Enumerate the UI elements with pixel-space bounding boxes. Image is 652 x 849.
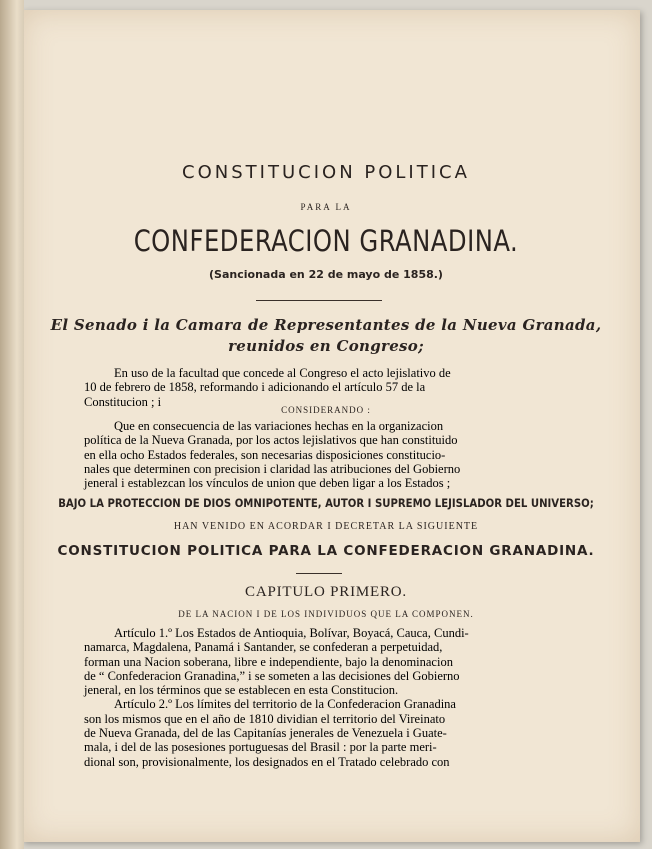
document-title: CONSTITUCION POLITICA <box>182 162 470 183</box>
considerando-line: Que en consecuencia de las variaciones hechas en la organizacion <box>114 419 444 433</box>
protection-line: BAJO LA PROTECCION DE DIOS OMNIPOTENTE, AUTOR I SUPREMO LEJISLADOR DEL UNIVERSO; <box>58 496 594 510</box>
intro-line: Constitucion ; i <box>84 394 162 409</box>
assembly-line-2: reunidos en Congreso; <box>228 337 424 355</box>
chapter-title: CAPITULO PRIMERO. <box>245 584 407 600</box>
sanction-date: (Sancionada en 22 de mayo de 1858.) <box>209 268 443 281</box>
intro-line: En uso de la facultad que concede al Congreso el acto lejislativo de <box>114 366 451 380</box>
articles-paragraph <box>84 626 554 769</box>
considerando-paragraph <box>84 419 554 490</box>
intro-line: 10 de febrero de 1858, reformando i adicionando el artículo 57 de la <box>84 380 426 395</box>
chapter-divider <box>296 573 342 574</box>
article-line: namarca, Magdalena, Panamá i Santander, se confederan a perpetuidad, <box>84 640 443 655</box>
intro-paragraph <box>84 366 554 409</box>
chapter-subtitle: DE LA NACION I DE LOS INDIVIDUOS QUE LA COMPONEN. <box>178 609 474 619</box>
article-line: de “ Confederacion Granadina,” i se someten a las decisiones del Gobierno <box>84 668 460 683</box>
article-line: dional son, provisionalmente, los designados en el Tratado celebrado con <box>84 754 450 769</box>
constitution-heading: CONSTITUCION POLITICA PARA LA CONFEDERACION GRANADINA. <box>57 543 595 559</box>
considerando-line: política de la Nueva Granada, por los actos lejislativos que han constituido <box>84 433 458 448</box>
article-line: Artículo 1.º Los Estados de Antioquia, Bolívar, Boyacá, Cauca, Cundi- <box>114 626 469 640</box>
article-line: mala, i del de las posesiones portuguesas del Brasil : por la parte meri- <box>84 740 437 755</box>
decree-line: HAN VENIDO EN ACORDAR I DECRETAR LA SIGUIENTE <box>173 521 479 532</box>
article-line: Artículo 2.º Los límites del territorio de la Confederacion Granadina <box>114 697 456 712</box>
divider-rule <box>256 300 382 301</box>
article-line: jeneral, en los términos que se establecen en esta Constitucion. <box>84 683 399 698</box>
article-line: son los mismos que en el año de 1810 dividian el territorio del Vireinato <box>84 711 446 726</box>
document-subtitle: CONFEDERACION GRANADINA. <box>133 224 519 259</box>
assembly-line-1: El Senado i la Camara de Representantes de la Nueva Granada, <box>50 316 602 334</box>
considerando-line: en ella ocho Estados federales, son necesarias disposiciones constitucio- <box>84 447 446 462</box>
book-spine <box>0 0 24 849</box>
considerando-line: jeneral i establezcan los vínculos de union que deben ligar a los Estados ; <box>84 476 451 491</box>
considerando-heading: CONSIDERANDO : <box>281 405 371 415</box>
article-line: forman una Nacion soberana, libre e independiente, bajo la denominacion <box>84 654 453 669</box>
para-la-label: PARA LA <box>300 202 352 212</box>
article-line: de Nueva Granada, del de las Capitanías jenerales de Venezuela i Guate- <box>84 726 447 741</box>
considerando-line: nales que determinen con precision i claridad las atribuciones del Gobierno <box>84 461 461 476</box>
